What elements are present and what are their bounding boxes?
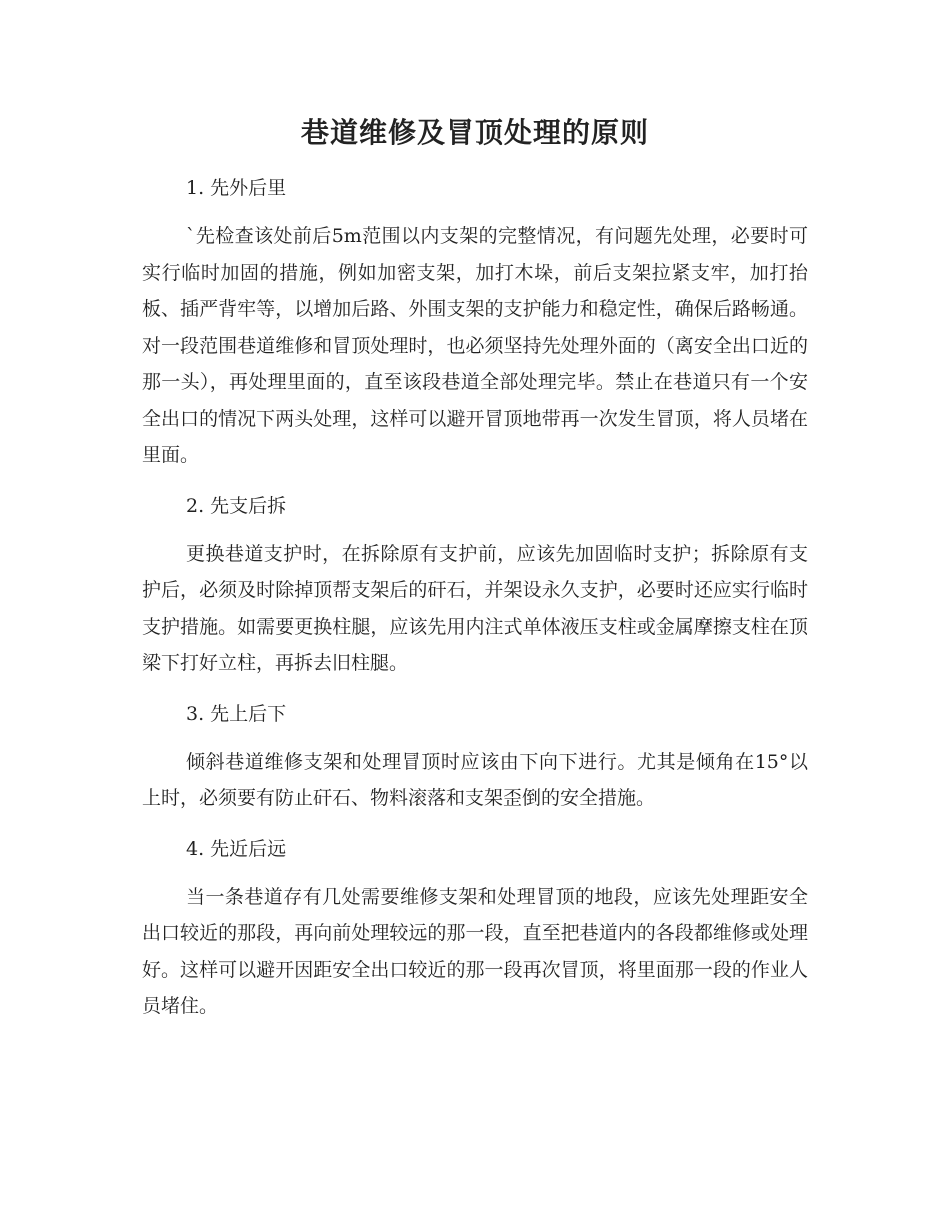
section-heading: 4. 先近后远	[186, 837, 287, 860]
section-top-first	[142, 696, 808, 817]
document-title: 巷道维修及冒顶处理的原则	[300, 116, 649, 149]
section-support-first	[142, 488, 808, 682]
document-page	[142, 110, 808, 1039]
section-heading: 2. 先支后拆	[186, 494, 287, 517]
section-near-first	[142, 831, 808, 1025]
section-outer-first	[142, 170, 808, 474]
section-heading: 1. 先外后里	[186, 177, 287, 199]
section-paragraph: 更换巷道支护时，在拆除原有支护前，应该先加固临时支护；拆除原有支护后，必须及时除掉顶帮支架后的矸石，并架设永久支护，必要时还应实行临时支护措施。如需要更换柱腿，应该先用内注式单体液压支柱或金属摩擦支柱在顶梁下打好立柱，再拆去旧柱腿。	[142, 542, 808, 674]
section-heading: 3. 先上后下	[186, 702, 287, 725]
section-paragraph: 倾斜巷道维修支架和处理冒顶时应该由下向下进行。尤其是倾角在15°以上时，必须要有防止矸石、物料滚落和支架歪倒的安全措施。	[142, 750, 808, 809]
section-paragraph: `先检查该处前后5m范围以内支架的完整情况，有问题先处理，必要时可实行临时加固的措施，例如加密支架，加打木垛，前后支架拉紧支牢，加打抬板、插严背牢等，以增加后路、外围支架的支护能力和稳定性，确保后路畅通。对一段范围巷道维修和冒顶处理时，也必须坚持先处理外面的（离安全出口近的那一头），再处理里面的，直至该段巷道全部处理完毕。禁止在巷道只有一个安全出口的情况下两头处理，这样可以避开冒顶地带再一次发生冒顶，将人员堵在里面。	[142, 225, 808, 466]
section-paragraph: 当一条巷道存有几处需要维修支架和处理冒顶的地段，应该先处理距安全出口较近的那段，再向前处理较远的那一段，直至把巷道内的各段都维修或处理好。这样可以避开因距安全出口较近的那一段再次冒顶，将里面那一段的作业人员堵住。	[142, 885, 808, 1017]
